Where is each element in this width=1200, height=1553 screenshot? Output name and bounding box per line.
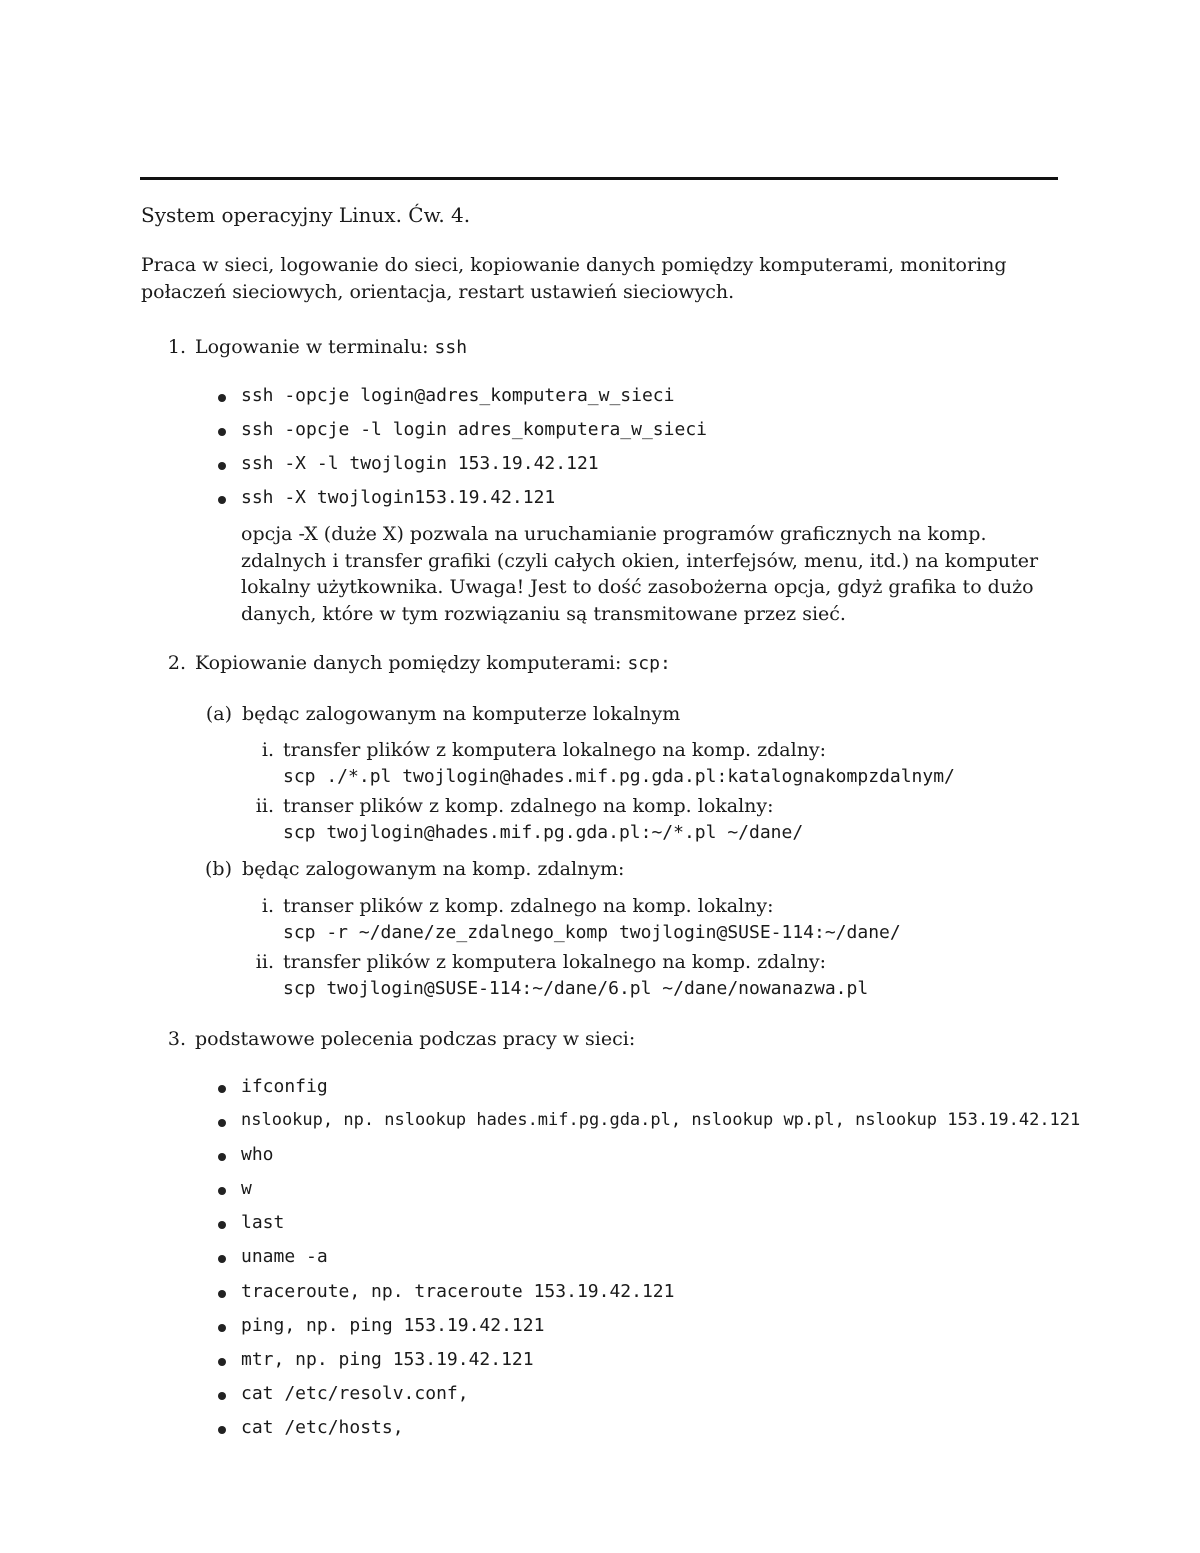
section-1-number: 1. — [167, 336, 186, 358]
bullet-icon — [218, 1119, 226, 1127]
item-a-i-label: i. — [261, 739, 274, 761]
section-3-number: 3. — [167, 1028, 186, 1050]
item-a-i-command: scp ./*.pl twojlogin@hades.mif.pg.gda.pl:katalognakompzdalnym/ — [283, 766, 955, 787]
bullet-icon — [218, 394, 226, 402]
item-b-ii-text: transfer plików z komputera lokalnego na komp. zdalny: — [283, 951, 827, 973]
item-a-ii-text: transer plików z komp. zdalnego na komp. lokalny: — [283, 795, 774, 817]
network-command: mtr, np. ping 153.19.42.121 — [241, 1349, 534, 1370]
ssh-command-4: ssh -X twojlogin153.19.42.121 — [241, 487, 556, 508]
subsection-a-text: będąc zalogowanym na komputerze lokalnym — [242, 703, 681, 725]
bullet-icon — [218, 1255, 226, 1263]
ssh-x-note: opcja -X (duże X) pozwala na uruchamianie programów graficznych na komp. zdalnych i transfer grafiki (czyli całych okien, interfejsów, menu, itd.) na komputer lokalny użytkownika. Uwaga! Jest to dość zasobożerna opcja, gdyż grafika to dużo danych, które w tym rozwiązaniu są transmitowane przez sieć. — [241, 523, 1039, 625]
network-command: uname -a — [241, 1246, 328, 1267]
bullet-icon — [218, 1085, 226, 1093]
section-1-heading-text: Logowanie w terminalu: — [195, 336, 435, 358]
item-b-ii-command: scp twojlogin@SUSE-114:~/dane/6.pl ~/dane/nowanazwa.pl — [283, 978, 869, 999]
subsection-b-text: będąc zalogowanym na komp. zdalnym: — [242, 858, 625, 880]
network-command: traceroute, np. traceroute 153.19.42.121 — [241, 1281, 675, 1302]
network-command: nslookup, np. nslookup hades.mif.pg.gda.pl, nslookup wp.pl, nslookup 153.19.42.121 — [241, 1110, 1081, 1130]
bullet-icon — [218, 462, 226, 470]
bullet-icon — [218, 1221, 226, 1229]
bullet-icon — [218, 1290, 226, 1298]
subsection-b-label: (b) — [205, 858, 232, 880]
network-command: ping, np. ping 153.19.42.121 — [241, 1315, 545, 1336]
network-command: who — [241, 1144, 274, 1165]
bullet-icon — [218, 1358, 226, 1366]
section-2-heading-text: Kopiowanie danych pomiędzy komputerami: — [195, 652, 628, 674]
bullet-icon — [218, 428, 226, 436]
section-1-heading-cmd: ssh — [434, 337, 468, 358]
item-b-i-label: i. — [261, 895, 274, 917]
item-b-i-command: scp -r ~/dane/ze_zdalnego_komp twojlogin@SUSE-114:~/dane/ — [283, 922, 901, 943]
intro-text: Praca w sieci, logowanie do sieci, kopiowanie danych pomiędzy komputerami, monitoring połaczeń sieciowych, orientacja, restart ustawień sieciowych. — [141, 254, 1007, 303]
bullet-icon — [218, 1426, 226, 1434]
network-command: ifconfig — [241, 1076, 328, 1097]
network-command: cat /etc/hosts, — [241, 1417, 404, 1438]
section-2-heading-cmd: scp: — [627, 653, 671, 674]
bullet-icon — [218, 496, 226, 504]
bullet-icon — [218, 1324, 226, 1332]
item-a-i-text: transfer plików z komputera lokalnego na komp. zdalny: — [283, 739, 827, 761]
section-2-heading — [195, 652, 671, 674]
item-a-ii-label: ii. — [255, 795, 274, 817]
bullet-icon — [218, 1153, 226, 1161]
ssh-command-3: ssh -X -l twojlogin 153.19.42.121 — [241, 453, 599, 474]
network-command: cat /etc/resolv.conf, — [241, 1383, 469, 1404]
section-3-heading: podstawowe polecenia podczas pracy w sieci: — [195, 1028, 636, 1050]
network-command: w — [241, 1178, 252, 1199]
header-rule — [140, 177, 1058, 180]
section-2-number: 2. — [167, 652, 186, 674]
item-a-ii-command: scp twojlogin@hades.mif.pg.gda.pl:~/*.pl ~/dane/ — [283, 822, 804, 843]
section-1-heading — [195, 336, 467, 358]
ssh-command-1: ssh -opcje login@adres_komputera_w_sieci — [241, 385, 675, 406]
item-b-i-text: transer plików z komp. zdalnego na komp. lokalny: — [283, 895, 774, 917]
item-b-ii-label: ii. — [255, 951, 274, 973]
subsection-a-label: (a) — [205, 703, 232, 725]
ssh-command-2: ssh -opcje -l login adres_komputera_w_sieci — [241, 419, 707, 440]
network-command: last — [241, 1212, 285, 1233]
page-title: System operacyjny Linux. Ćw. 4. — [141, 203, 471, 227]
bullet-icon — [218, 1392, 226, 1400]
bullet-icon — [218, 1187, 226, 1195]
